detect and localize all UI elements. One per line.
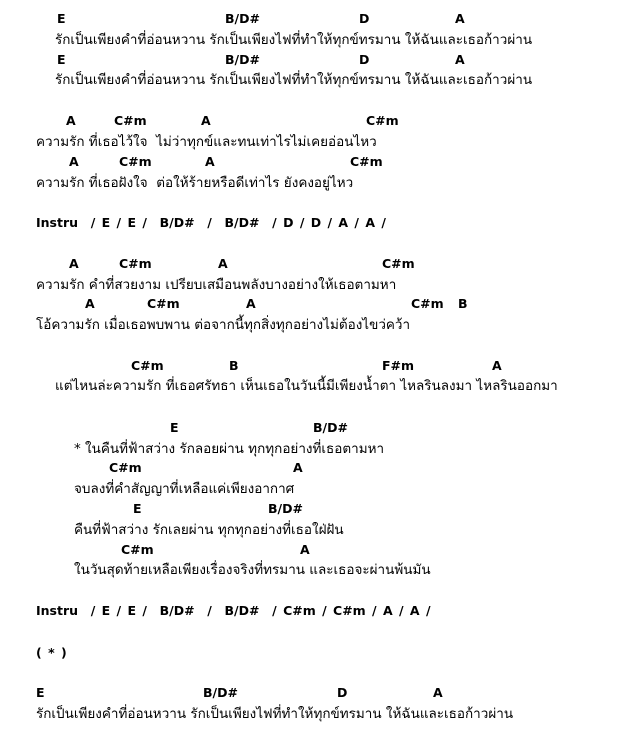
chord: E xyxy=(57,52,66,67)
chord: C#m xyxy=(131,358,164,373)
chord: B xyxy=(229,358,239,373)
chord: A xyxy=(205,154,215,169)
chord: A xyxy=(218,256,228,271)
instrumental-line xyxy=(0,601,620,621)
chord: C#m xyxy=(411,296,444,311)
chord: A xyxy=(66,113,76,128)
chord: B/D# xyxy=(225,52,260,67)
chord: C#m xyxy=(350,154,383,169)
chord: A xyxy=(455,52,465,67)
lyric-line xyxy=(0,173,620,193)
lyric-line xyxy=(0,70,620,90)
lyric-text: ความรัก ที่เธอไว้ใจ ไม่ว่าทุกข์และทนเท่าไรไม่เคยอ่อนไหว xyxy=(36,134,377,150)
chord: A xyxy=(246,296,256,311)
lyric-text: จบลงที่คำสัญญาที่เหลือแค่เพียงอากาศ xyxy=(74,481,295,497)
lyric-line xyxy=(0,275,620,295)
chord: C#m xyxy=(119,154,152,169)
lyric-line xyxy=(0,132,620,152)
chord: B/D# xyxy=(225,11,260,26)
chord-line xyxy=(0,294,620,314)
chord-line xyxy=(0,111,620,131)
instrumental-line xyxy=(0,213,620,233)
chord-line xyxy=(0,418,620,438)
lyric-text: รักเป็นเพียงคำที่อ่อนหวาน รักเป็นเพียงไฟที่ทำให้ทุกข์ทรมาน ให้ฉันและเธอก้าวผ่าน xyxy=(36,706,514,722)
chord: B/D# xyxy=(203,685,238,700)
chord: C#m xyxy=(114,113,147,128)
lyric-line xyxy=(0,315,620,335)
chord: D xyxy=(359,11,370,26)
lyric-line xyxy=(0,479,620,499)
lyric-line xyxy=(0,704,620,724)
chord: C#m xyxy=(366,113,399,128)
chord: A xyxy=(85,296,95,311)
chord: A xyxy=(455,11,465,26)
chord-line xyxy=(0,499,620,519)
chord: A xyxy=(492,358,502,373)
chord: E xyxy=(170,420,179,435)
chord: C#m xyxy=(119,256,152,271)
chord-line xyxy=(0,540,620,560)
chord-line xyxy=(0,356,620,376)
chord: B xyxy=(458,296,468,311)
chord: A xyxy=(69,154,79,169)
lyric-text: * ในคืนที่ฟ้าสว่าง รักลอยผ่าน ทุกทุกอย่างที่เธอตามหา xyxy=(74,441,385,457)
chord: D xyxy=(359,52,370,67)
lyric-line xyxy=(0,30,620,50)
chord: C#m xyxy=(382,256,415,271)
chord-line xyxy=(0,9,620,29)
chord: E xyxy=(133,501,142,516)
lyric-text: รักเป็นเพียงคำที่อ่อนหวาน รักเป็นเพียงไฟที่ทำให้ทุกข์ทรมาน ให้ฉันและเธอก้าวผ่าน xyxy=(55,32,533,48)
lyric-text: ความรัก คำที่สวยงาม เปรียบเสมือนพลังบางอย่างให้เธอตามหา xyxy=(36,277,397,293)
chord: A xyxy=(201,113,211,128)
chord: C#m xyxy=(147,296,180,311)
chord: F#m xyxy=(382,358,415,373)
chord-line xyxy=(0,683,620,703)
lyric-text: คืนที่ฟ้าสว่าง รักเลยผ่าน ทุกทุกอย่างที่เธอใฝ่ฝัน xyxy=(74,522,344,538)
chord: B/D# xyxy=(313,420,348,435)
lyric-line xyxy=(0,439,620,459)
instrumental-text: Instru / E / E / B/D# / B/D# / D / D / A / A / xyxy=(36,215,386,230)
lyric-line xyxy=(0,520,620,540)
lyric-line xyxy=(0,560,620,580)
instrumental-line xyxy=(0,643,620,663)
chord: A xyxy=(433,685,443,700)
lyric-text: แต่ไหนล่ะความรัก ที่เธอศรัทธา เห็นเธอในวันนี้มีเพียงน้ำตา ไหลรินลงมา ไหลรินออกมา xyxy=(55,378,558,394)
instrumental-text: ( * ) xyxy=(36,645,67,660)
chord: A xyxy=(69,256,79,271)
chord: A xyxy=(300,542,310,557)
chord-line xyxy=(0,254,620,274)
lyric-text: รักเป็นเพียงคำที่อ่อนหวาน รักเป็นเพียงไฟที่ทำให้ทุกข์ทรมาน ให้ฉันและเธอก้าวผ่าน xyxy=(55,72,533,88)
lyric-text: ในวันสุดท้ายเหลือเพียงเรื่องจริงที่ทรมาน และเธอจะผ่านพ้นมัน xyxy=(74,562,431,578)
chord-line xyxy=(0,50,620,70)
chord: B/D# xyxy=(268,501,303,516)
chord-line xyxy=(0,458,620,478)
chord: E xyxy=(36,685,45,700)
chord: A xyxy=(293,460,303,475)
chord: C#m xyxy=(121,542,154,557)
chord: E xyxy=(57,11,66,26)
lyric-text: โอ้ความรัก เมื่อเธอพบพาน ต่อจากนี้ทุกสิ่งทุกอย่างไม่ต้องไขว่คว้า xyxy=(36,317,411,333)
lyric-line xyxy=(0,376,620,396)
instrumental-text: Instru / E / E / B/D# / B/D# / C#m / C#m / A / A / xyxy=(36,603,431,618)
chord: C#m xyxy=(109,460,142,475)
chord: D xyxy=(337,685,348,700)
lyric-text: ความรัก ที่เธอฝังใจ ต่อให้ร้ายหรือดีเท่าไร ยังคงอยู่ไหว xyxy=(36,175,354,191)
chord-line xyxy=(0,152,620,172)
